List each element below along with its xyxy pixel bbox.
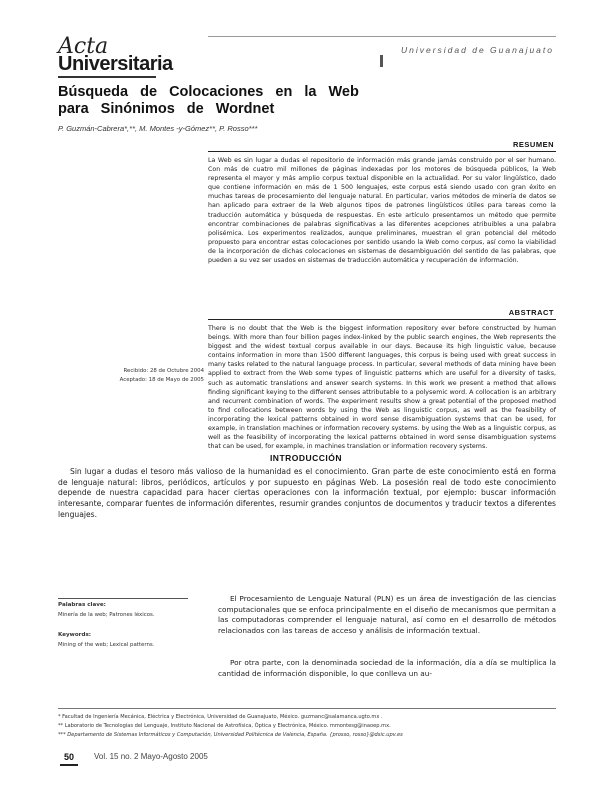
- page-number-underline: [60, 764, 78, 766]
- volume-info: Vol. 15 no. 2 Mayo-Agosto 2005: [94, 752, 208, 761]
- abstract-label: ABSTRACT: [508, 308, 554, 317]
- keywords-rule: [58, 598, 188, 599]
- keywords-en-text: Mining of the web; Lexical patterns.: [58, 642, 155, 648]
- article-title: Búsqueda de Colocaciones en la Web para Sinónimos de Wordnet: [58, 84, 359, 117]
- intro-paragraph-1: Sin lugar a dudas el tesoro más valioso de la humanidad es el conocimiento. Gran parte de este conocimiento está en forma de lenguaje natural: libros, periódicos, artículos y por supuesto en páginas Web. La posesión real de todo este conocimiento depende de nuestra capacidad para hacer ciertas operaciones con la información textual, por ejemplo: buscar información interesante, comparar fuentes de información diferentes, resumir grandes conjuntos de documentos y traducir textos a diferentes lenguajes.: [58, 467, 556, 519]
- keywords-en-label: Keywords:: [58, 632, 92, 638]
- resumen-label: RESUMEN: [512, 140, 554, 149]
- article-authors: P. Guzmán-Cabrera*,**, M. Montes -y-Gómez**, P. Rosso***: [58, 124, 258, 133]
- abstract-rule: [208, 319, 556, 320]
- logo-underline: [58, 76, 156, 78]
- footnote-1: * Facultad de Ingeniería Mecánica, Eléctrica y Electrónica, Universidad de Guanajuato, México. guzmanc@salamanca.ugto.mx .: [58, 714, 383, 720]
- page-number: 50: [64, 752, 75, 762]
- intro-paragraph-2: El Procesamiento de Lenguaje Natural (PLN) es un área de investigación de las ciencias computacionales que se enfoca principalmente en el diseño de mecanismos que permitan a las computadoras comprender el lenguaje natural, así como en el desarrollo de métodos relacionados con las tareas de acceso y análisis de información textual.: [218, 594, 556, 635]
- header-rule: [208, 36, 556, 37]
- header-accent-bar: [380, 55, 383, 67]
- intro-heading: INTRODUCCIÓN: [269, 453, 343, 463]
- journal-logo: Universitaria: [58, 53, 173, 75]
- resumen-text: La Web es sin lugar a dudas el repositorio de información más grande jamás construido por el ser humano. Con más de cuatro mil millones de páginas indexadas por los motores de búsqueda públicos, la Web representa el mayor y más amplio corpus textual disponible en la actualidad. Por su valor lingüístico, dado que contiene información en más de 1 500 lenguajes, este corpus está siendo usado con gran éxito en muchas tareas de procesamiento del lenguaje natural. En particular, varios métodos de minería de datos se han aplicado para extraer de la Web algunos tipos de patrones lingüísticos útiles para tareas como la traducción automática y búsqueda de respuestas. En este artículo presentamos un método que permite encontrar combinaciones de palabras significativas a las diferentes acepciones atribuibles a una palabra polisémica. Los experimentos realizados, aunque preliminares, muestran el gran potencial del método propuesto para encontrar estas colocaciones por sentido usando la Web como corpus, así como la viabilidad de la incorporación de dichas colocaciones en sistemas de desambiguación del sentido de las palabras, que pueden a su vez ser usados en sistemas de traducción automática y recuperación de información.: [208, 157, 556, 265]
- received-date: Recibido: 28 de Octubre 2004: [123, 368, 204, 374]
- keywords-es-text: Minería de la web; Patrones léxicos.: [58, 612, 155, 618]
- footnote-3: *** Departamento de Sistemas Informáticos y Computación, Universidad Politécnica de Valencia, España. {prosso, rosso}@dsic.upv.es: [58, 732, 403, 738]
- footnote-rule: [58, 708, 556, 709]
- abstract-text: There is no doubt that the Web is the biggest information repository ever before constructed by human beings. With more than four billion pages index-linked by the public search engines, the Web represents the biggest and the widest textual corpus available in our days. Because its high linguistic value, because contains information in more than 1500 different languages, this corpus is being used with great success in many tasks related to the natural language process. In particular, several methods of data mining have been applied to extract from the Web some types of linguistic patterns which are useful for a diversity of tasks, such as automatic translations and answer search systems. In this work we present a method that allows finding significant keying to the different senses attributable to a polysemic word. A collocation is an arbitrary and recurrent combination of words. The experiment results show a great potential of the proposed method to find collocations between words by using the Web as linguistic corpus, as well as the feasibility of incorporating the lexical patterns obtained in word sense disambiguation systems that can be used, for example, in translation machines or information recovery systems. by using the Web as a linguistic corpus, as well as the feasibility of incorporating the lexical patterns obtained in word sense disambiguation systems that can be used, for example, in machines translation or information recovery systems.: [208, 325, 556, 451]
- university-name: Universidad de Guanajuato: [400, 45, 554, 55]
- intro-paragraph-3: Por otra parte, con la denominada sociedad de la información, día a día se multiplica la cantidad de información disponible, lo que conlleva un au-: [218, 658, 556, 678]
- footnote-2: ** Laboratorio de Tecnologías del Lenguaje, Instituto Nacional de Astrofísica, Óptica y Electrónica, México. mmontesg@inaoep.mx.: [58, 723, 391, 729]
- accepted-date: Aceptado: 18 de Mayo de 2005: [119, 377, 204, 383]
- resumen-rule: [208, 151, 556, 152]
- article-dates: [120, 367, 204, 385]
- journal-logo-script: Acta: [58, 34, 109, 59]
- keywords-es-label: Palabras clave:: [58, 602, 106, 608]
